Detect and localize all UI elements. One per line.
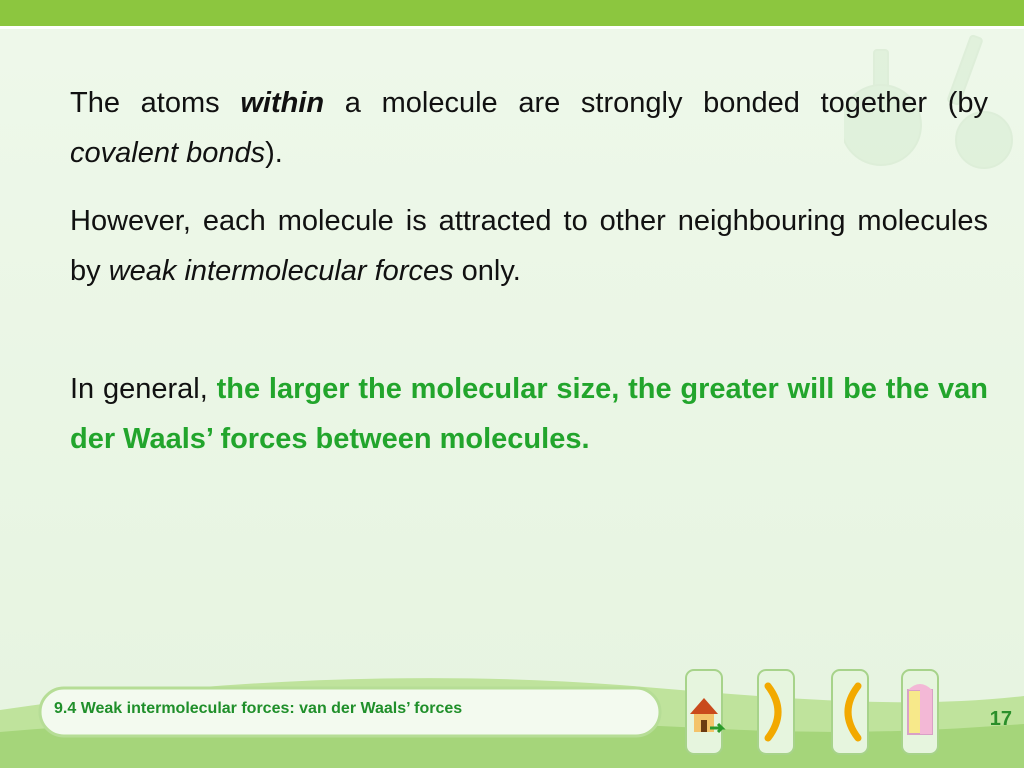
text: However, each molecule is attracted to other neighbouring molecules by (70, 205, 988, 287)
next-page-icon (896, 668, 944, 756)
back-arrow-icon (752, 668, 800, 756)
emphasis-within: within (240, 87, 325, 119)
slide-content (70, 78, 988, 464)
emphasis-weak-forces: weak intermolecular forces (108, 255, 454, 287)
next-page-button[interactable] (896, 668, 944, 756)
highlight-rule: the larger the molecular size, the greater will be the van der Waals’ forces between molecules (70, 373, 988, 455)
footer-title: 9.4 Weak intermolecular forces: van der Waals’ forces (54, 700, 463, 717)
home-button[interactable] (680, 668, 728, 756)
text: only. (453, 255, 521, 287)
paragraph-general-rule (70, 364, 988, 464)
forward-button[interactable] (826, 668, 874, 756)
paragraph-intermolecular (70, 196, 988, 296)
home-icon (680, 668, 728, 756)
text: The atoms (70, 87, 241, 119)
emphasis-covalent-bonds: covalent bonds (70, 137, 266, 169)
page-number: 17 (989, 708, 1012, 730)
text: . (581, 423, 590, 455)
paragraph-within-molecule (70, 78, 988, 178)
text: ). (265, 137, 283, 169)
back-button[interactable] (752, 668, 800, 756)
text: In general, (70, 373, 217, 405)
top-bar (0, 0, 1024, 26)
forward-arrow-icon (826, 668, 874, 756)
text: a molecule are strongly bonded together (by (324, 87, 989, 119)
